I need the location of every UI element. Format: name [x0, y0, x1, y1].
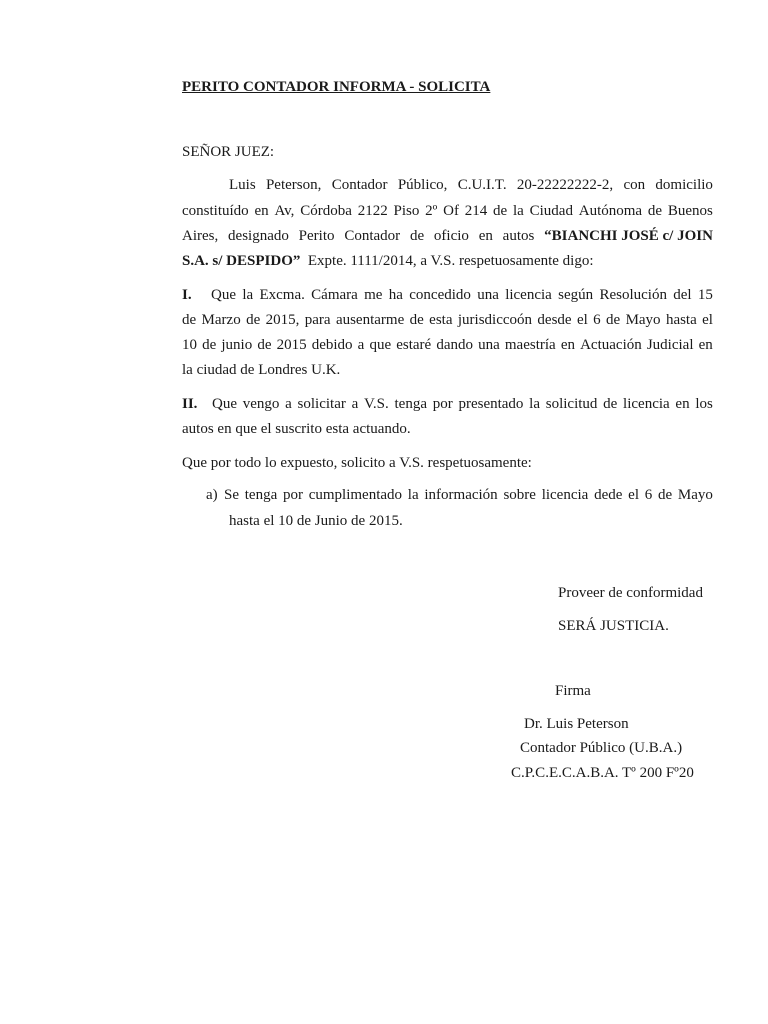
word: de [202, 337, 217, 353]
item-a-line-2: hasta el 10 de Junio de 2015. [229, 513, 403, 529]
word: en [254, 203, 269, 219]
word: en [478, 228, 493, 244]
word: el [576, 312, 588, 328]
document-title: PERITO CONTADOR INFORMA - SOLICITA [182, 79, 491, 95]
word: licencia [505, 287, 552, 303]
word: 15 [697, 287, 713, 303]
word: Córdoba [300, 203, 352, 219]
word: 6 [644, 487, 653, 503]
word: jurisdiccoón [457, 312, 533, 328]
word: la [513, 203, 524, 219]
word: los [695, 396, 713, 412]
word: Mayo [625, 312, 661, 328]
intro-line-3 [182, 226, 713, 246]
word: sobre [503, 487, 536, 503]
word: domicilio [655, 177, 713, 193]
word: por [282, 487, 303, 503]
word: Of [443, 203, 459, 219]
word: dando [436, 337, 473, 353]
word: de [182, 312, 197, 328]
word: Mayo [677, 487, 713, 503]
word: Contador [331, 177, 388, 193]
word: Resolución [599, 287, 667, 303]
word: dede [594, 487, 623, 503]
word: de [606, 312, 621, 328]
signature-label: Firma [555, 683, 591, 699]
word: a [351, 396, 359, 412]
word: Av, [274, 203, 295, 219]
word: la [242, 287, 254, 303]
word: de [493, 203, 508, 219]
intro-line-4 [182, 251, 594, 271]
word: vengo [242, 396, 280, 412]
word: cumplimentado [308, 487, 403, 503]
word: Contador [344, 228, 401, 244]
word: en [698, 337, 713, 353]
word: Buenos [667, 203, 713, 219]
word: información [424, 487, 498, 503]
word: de [409, 312, 424, 328]
intro-line-2 [182, 201, 713, 221]
word: a [285, 396, 292, 412]
section-ii-marker: II. [182, 396, 198, 412]
word: 2122 [357, 203, 388, 219]
closing-line-1: Proveer de conformidad [558, 585, 703, 601]
word: maestría [504, 337, 556, 353]
intro-line-1 [229, 175, 713, 195]
word: Marzo [201, 312, 241, 328]
word: del [673, 287, 692, 303]
word: de [246, 312, 261, 328]
word: Actuación [580, 337, 642, 353]
word: de [257, 337, 272, 353]
word: 214 [464, 203, 488, 219]
case-caption-part-2: S.A. s/ DESPIDO” [182, 253, 301, 269]
signatory-name: Dr. Luis Peterson [524, 716, 629, 732]
case-reference: Expte. 1111/2014, a V.S. respetuosamente digo: [300, 253, 594, 269]
word: en [675, 396, 690, 412]
word: de [647, 203, 663, 219]
item-a-marker: a) [206, 487, 218, 503]
word: constituído [182, 203, 249, 219]
word: licencia [623, 396, 670, 412]
word: de [657, 487, 673, 503]
word: Se [224, 487, 239, 503]
section-i-marker: I. [182, 287, 192, 303]
word: el [702, 312, 713, 328]
word: 2015 [276, 337, 307, 353]
word: 2015, [265, 312, 300, 328]
word: una [478, 337, 500, 353]
case-caption-part-1: “BIANCHI JOSÉ c/ JOIN [544, 228, 713, 244]
signatory-title: Contador Público (U.B.A.) [520, 740, 683, 756]
word: Piso [393, 203, 420, 219]
closing-line-2: SERÁ JUSTICIA. [558, 618, 669, 634]
conclusion-text: Que por todo lo expuesto, solicito a V.S. respetuosamente: [182, 455, 532, 471]
word: desde [537, 312, 572, 328]
word: Aires, [182, 228, 219, 244]
word: ha [388, 287, 403, 303]
word: me [364, 287, 383, 303]
word: 10 [182, 337, 197, 353]
word: de [603, 396, 618, 412]
word: en [560, 337, 575, 353]
word: Autónoma [578, 203, 643, 219]
word: por [432, 396, 453, 412]
word: Peterson, [265, 177, 322, 193]
word: a [357, 337, 365, 353]
word: Judicial [646, 337, 694, 353]
section-i-line-3 [182, 335, 713, 355]
word: Excma. [259, 287, 305, 303]
section-i-line-2 [182, 310, 713, 330]
item-a-line-1 [224, 485, 713, 505]
word: según [558, 287, 594, 303]
section-ii-line-1 [212, 394, 713, 414]
word: solicitud [545, 396, 598, 412]
word: Que [212, 396, 237, 412]
word: Ciudad [529, 203, 573, 219]
word: ausentarme [335, 312, 405, 328]
word: la [529, 396, 540, 412]
word: estaré [396, 337, 432, 353]
word: con [623, 177, 646, 193]
word: oficio [433, 228, 469, 244]
word: la [407, 487, 419, 503]
word: de [409, 228, 425, 244]
word: 20-22222222-2, [516, 177, 614, 193]
word: autos [502, 228, 535, 244]
word: designado [228, 228, 289, 244]
word: 2º [425, 203, 438, 219]
section-i-line-4: la ciudad de Londres U.K. [182, 362, 341, 378]
signatory-registration: C.P.C.E.C.A.B.A. Tº 200 Fº20 [511, 765, 694, 781]
section-i-line-1 [211, 285, 713, 305]
word: debido [311, 337, 353, 353]
word: que [369, 337, 392, 353]
word: Luis [229, 177, 256, 193]
word: licencia [541, 487, 589, 503]
word: C.U.I.T. [457, 177, 507, 193]
word: para [304, 312, 331, 328]
word: Público, [397, 177, 448, 193]
word: V.S. [364, 396, 389, 412]
word: presentado [458, 396, 524, 412]
word: tenga [394, 396, 427, 412]
word: una [477, 287, 499, 303]
word: Que [211, 287, 236, 303]
word: 6 [593, 312, 601, 328]
word: Perito [298, 228, 335, 244]
word: junio [221, 337, 253, 353]
word: solicitar [297, 396, 346, 412]
word: tenga [244, 487, 278, 503]
word: hasta [665, 312, 697, 328]
word: el [628, 487, 639, 503]
word: Cámara [311, 287, 358, 303]
word: concedido [409, 287, 471, 303]
salutation: SEÑOR JUEZ: [182, 144, 275, 160]
word: esta [429, 312, 453, 328]
section-ii-line-2: autos en que el suscrito esta actuando. [182, 421, 411, 437]
